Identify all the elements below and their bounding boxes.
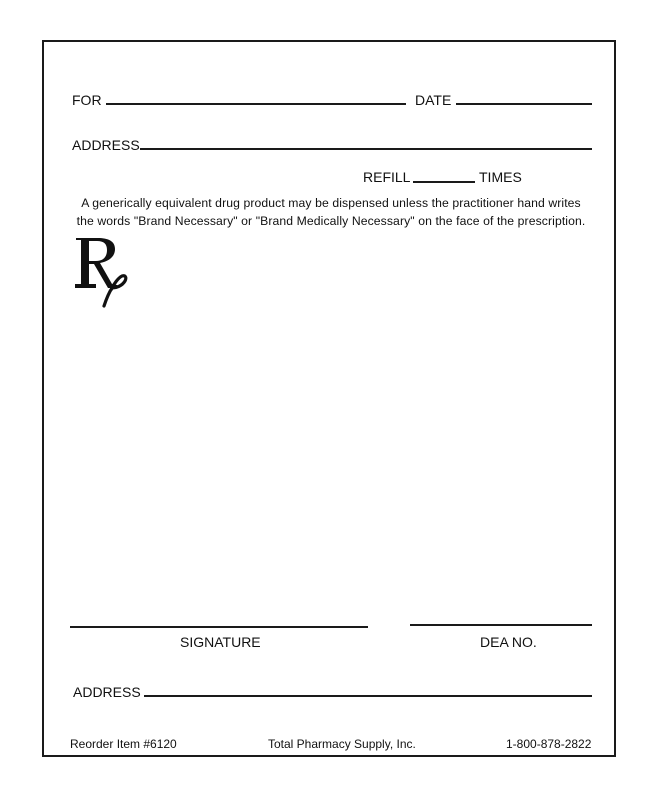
- date-field[interactable]: [456, 103, 592, 105]
- date-label: DATE: [415, 92, 452, 108]
- for-field[interactable]: [106, 103, 406, 105]
- address-label: ADDRESS: [72, 137, 140, 153]
- prescription-form: [42, 40, 616, 757]
- signature-field[interactable]: [70, 626, 368, 628]
- notice-line-2: the words "Brand Necessary" or "Brand Medically Necessary" on the face of the prescription.: [76, 214, 586, 228]
- signature-label: SIGNATURE: [180, 634, 261, 650]
- refill-count-field[interactable]: [413, 181, 475, 183]
- dea-number-field[interactable]: [410, 624, 592, 626]
- address-field[interactable]: [140, 148, 592, 150]
- company-name: Total Pharmacy Supply, Inc.: [268, 737, 416, 751]
- phone-number: 1-800-878-2822: [506, 737, 592, 751]
- dea-label: DEA NO.: [480, 634, 537, 650]
- notice-line-1: A generically equivalent drug product may be dispensed unless the practitioner hand writes: [81, 196, 581, 210]
- reorder-item: Reorder Item #6120: [70, 737, 177, 751]
- for-label: FOR: [72, 92, 102, 108]
- refill-label: REFILL: [363, 169, 411, 185]
- generic-substitution-notice: [66, 194, 596, 230]
- prescriber-address-field[interactable]: [144, 695, 592, 697]
- rx-symbol-icon: [70, 232, 134, 308]
- prescriber-address-label: ADDRESS: [73, 684, 141, 700]
- times-label: TIMES: [479, 169, 522, 185]
